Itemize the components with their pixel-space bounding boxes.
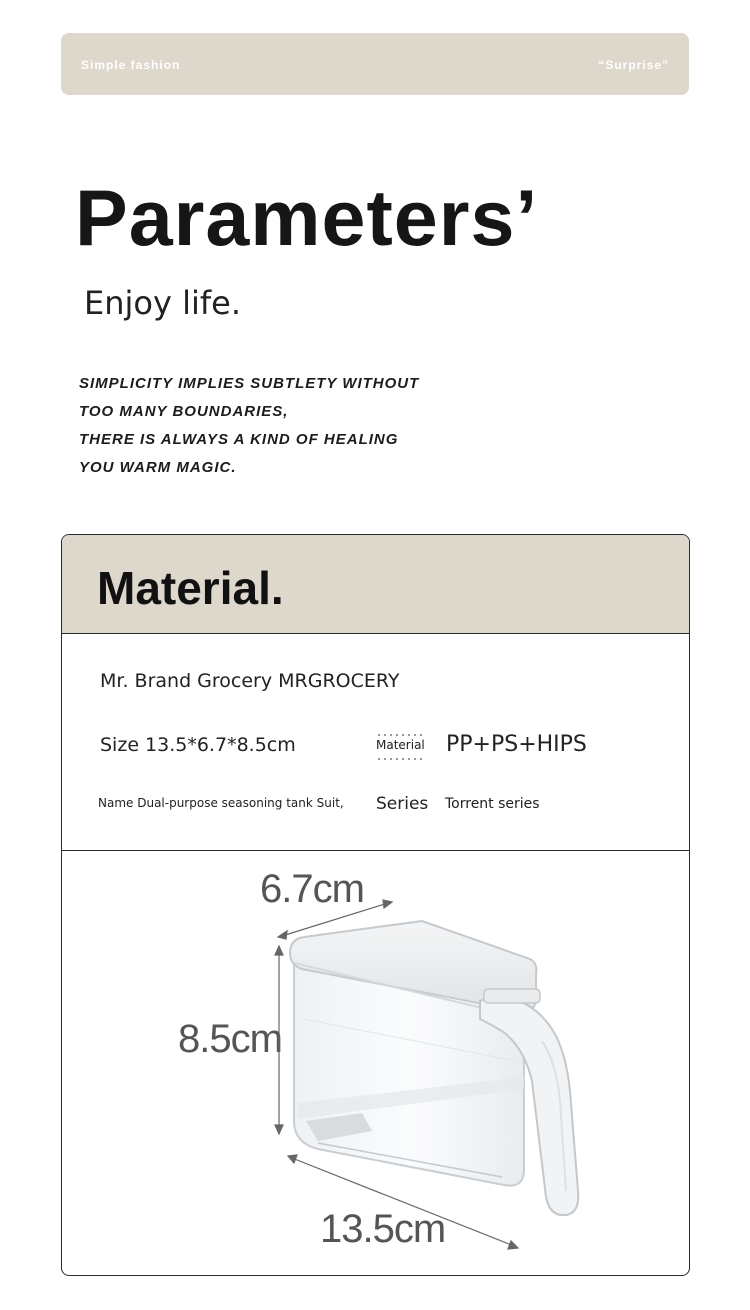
size-text: Size 13.5*6.7*8.5cm — [100, 734, 296, 756]
length-label: 13.5cm — [320, 1207, 446, 1251]
page-subtitle: Enjoy life. — [84, 284, 241, 322]
spec-header — [62, 535, 689, 634]
spec-card — [61, 534, 690, 1276]
height-arrow — [275, 946, 283, 1134]
material-label: Material — [376, 738, 425, 752]
spec-header-title: Material. — [97, 562, 284, 614]
material-label-dots — [376, 734, 426, 736]
tagline — [79, 370, 419, 482]
spec-info — [62, 634, 689, 851]
material-label-dots — [376, 758, 426, 760]
series-value: Torrent series — [445, 796, 540, 812]
tagline-line: THERE IS ALWAYS A KIND OF HEALING — [79, 431, 399, 448]
height-label: 8.5cm — [178, 1017, 282, 1061]
series-label: Series — [376, 794, 429, 814]
material-value: PP+PS+HIPS — [446, 732, 587, 757]
page-title: Parameters’ — [75, 173, 539, 262]
dimension-diagram — [62, 851, 689, 1275]
brand-text: Mr. Brand Grocery MRGROCERY — [100, 670, 400, 692]
top-banner — [61, 33, 689, 95]
tagline-line: TOO MANY BOUNDARIES, — [79, 403, 289, 420]
width-label: 6.7cm — [260, 867, 364, 911]
name-text: Name Dual-purpose seasoning tank Suit, — [98, 796, 344, 810]
container-illustration — [62, 851, 689, 1275]
tagline-line: YOU WARM MAGIC. — [79, 459, 237, 476]
banner-left-text: Simple fashion — [81, 58, 181, 72]
banner-right-text: “Surprise” — [598, 58, 669, 72]
tagline-line: SIMPLICITY IMPLIES SUBTLETY WITHOUT — [79, 375, 420, 392]
